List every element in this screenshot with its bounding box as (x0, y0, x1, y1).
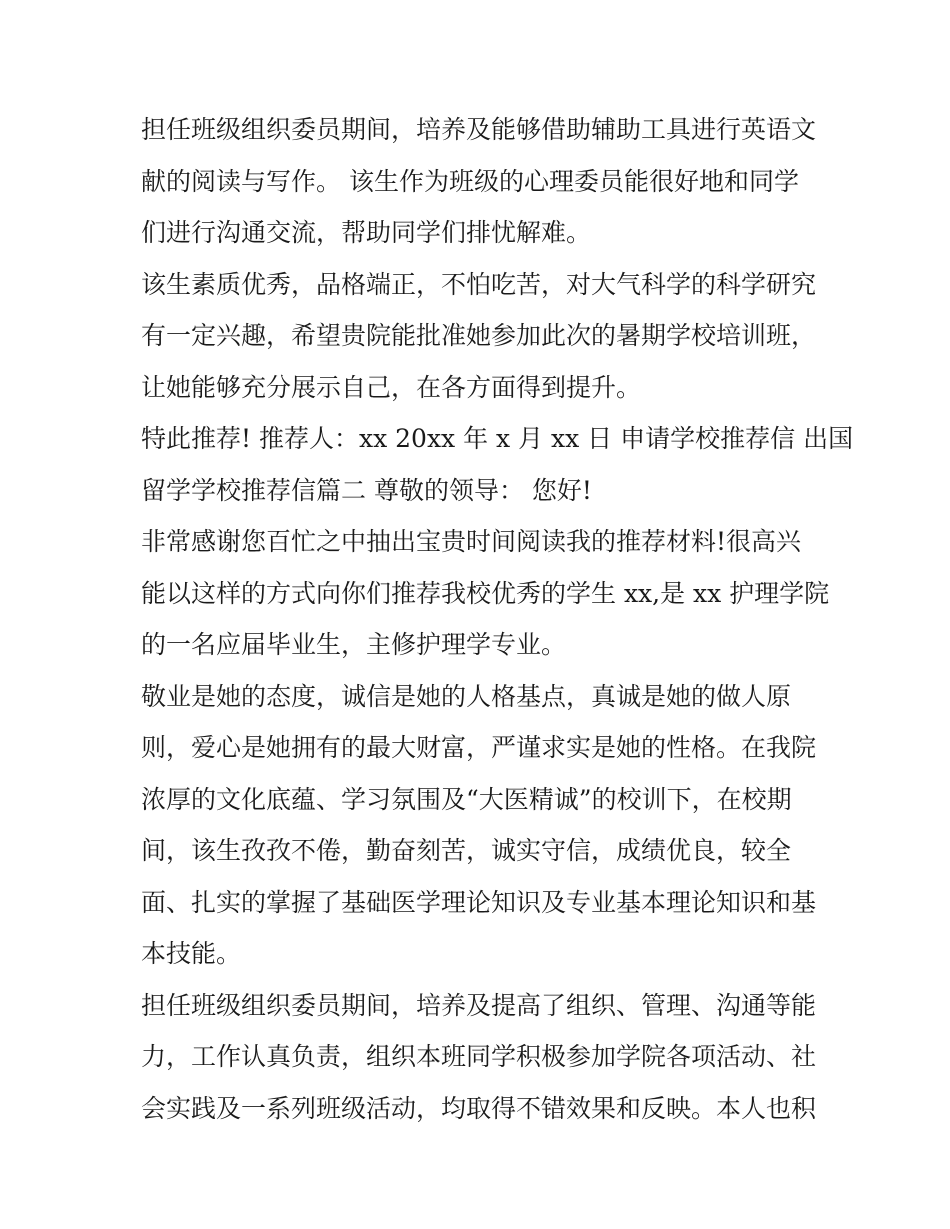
text-line: 非常感谢您百忙之中抽出宝贵时间阅读我的推荐材料!很高兴 (141, 527, 802, 556)
text-line: 会实践及一系列班级活动，均取得不错效果和反映。本人也积 (141, 1093, 817, 1123)
text-line: 特此推荐! 推荐人：xx 20xx 年 x 月 xx 日 申请学校推荐信 出国 (141, 424, 854, 453)
text-line: 献的阅读与写作。 该生作为班级的心理委员能很好地和同学 (141, 166, 799, 196)
text-line: 留学学校推荐信篇二 尊敬的领导： 您好! (141, 475, 592, 505)
text-line: 该生素质优秀，品格端正，不怕吃苦，对大气科学的科学研究 (141, 269, 817, 299)
text-line: 间，该生孜孜不倦，勤奋刻苦，诚实守信，成绩优良，较全 (141, 836, 792, 865)
body-text (141, 104, 854, 1134)
text-line: 敬业是她的态度，诚信是她的人格基点，真诚是她的做人原 (141, 681, 792, 711)
text-line: 则，爱心是她拥有的最大财富，严谨求实是她的性格。在我院 (141, 733, 817, 762)
text-line: 面、扎实的掌握了基础医学理论知识及专业基本理论知识和基 (141, 887, 817, 917)
text-line: 们进行沟通交流，帮助同学们排忧解难。 (141, 218, 592, 247)
text-line: 浓厚的文化底蕴、学习氛围及“大医精诚”的校训下，在校期 (141, 784, 792, 814)
text-line: 担任班级组织委员期间，培养及能够借助辅助工具进行英语文 (141, 115, 817, 144)
text-line: 让她能够充分展示自己，在各方面得到提升。 (141, 372, 642, 402)
text-line: 力，工作认真负责，组织本班同学积极参加学院各项活动、社 (141, 1042, 817, 1071)
text-line: 本技能。 (141, 939, 242, 968)
text-line: 有一定兴趣，希望贵院能批准她参加此次的暑期学校培训班， (141, 321, 817, 350)
text-line: 担任班级组织委员期间，培养及提高了组织、管理、沟通等能 (141, 990, 817, 1020)
text-line: 的一名应届毕业生，主修护理学专业。 (141, 630, 567, 659)
text-line: 能以这样的方式向你们推荐我校优秀的学生 xx,是 xx 护理学院 (141, 578, 830, 608)
